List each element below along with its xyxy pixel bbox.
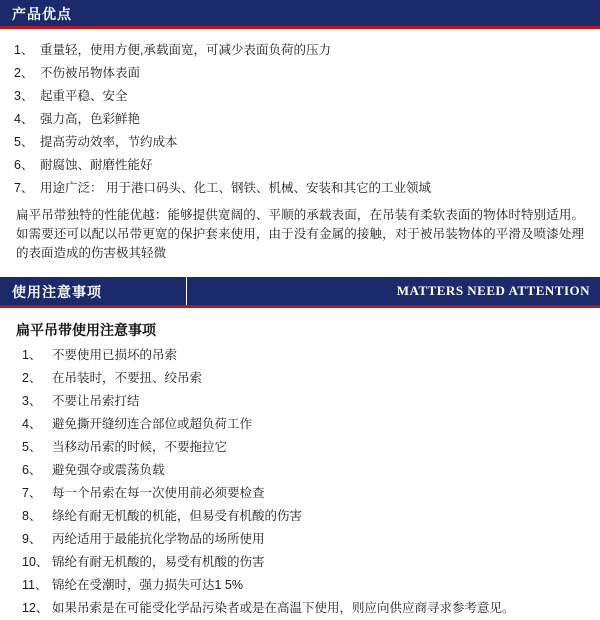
list-item-number: 7、: [22, 486, 42, 500]
list-item-label: 用途广泛： 用于港口码头、化工、钢铁、机械、安装和其它的工业领域: [40, 181, 431, 195]
section2-title-en: MATTERS NEED ATTENTION: [396, 283, 590, 298]
notes-title: 扁平吊带使用注意事项: [16, 322, 156, 338]
section2-title-cn: 使用注意事项: [12, 284, 102, 300]
list-item-label: 丙纶适用于最能抗化学物品的场所使用: [52, 532, 265, 546]
list-item-label: 强力高，色彩鲜艳: [40, 112, 141, 126]
product-advantages-paragraph: 扁平吊带独特的性能优越：能够提供宽阔的、平顺的承载表面，在吊装有柔软表面的物体时特别适用。如需要还可以配以吊带更宽的保护套来使用，由于没有金属的接触，对于被吊装物体的平滑及喷漆处理的表面造成的伤害极其轻微: [16, 208, 584, 260]
list-item-label: 重量轻，使用方便,承载面宽，可减少表面负荷的压力: [40, 43, 331, 57]
list-item-number: 2、: [14, 66, 34, 80]
list-item-number: 3、: [14, 89, 34, 103]
list-item: [14, 108, 600, 131]
list-item-number: 1、: [22, 348, 42, 362]
attention-section: [0, 277, 600, 308]
list-item-number: 12、: [22, 601, 49, 615]
product-advantages-header: [0, 0, 600, 26]
list-item-number: 4、: [14, 112, 34, 126]
list-item-label: 不伤被吊物体表面: [40, 66, 141, 80]
list-item-number: 7、: [14, 181, 34, 195]
list-item-label: 耐腐蚀、耐磨性能好: [40, 158, 153, 172]
list-item-number: 3、: [22, 394, 42, 408]
list-item: [22, 574, 600, 597]
list-item-number: 6、: [14, 158, 34, 172]
list-item-label: 锦纶有耐无机酸的，易受有机酸的伤害: [52, 555, 265, 569]
list-item-number: 11、: [22, 578, 48, 592]
list-item-number: 8、: [22, 509, 42, 523]
attention-header: [0, 277, 600, 305]
list-item-number: 4、: [22, 417, 42, 431]
list-item: [22, 413, 600, 436]
list-item-label: 不要使用已损坏的吊索: [52, 348, 178, 362]
list-item-number: 2、: [22, 371, 42, 385]
section1-title: 产品优点: [12, 6, 72, 22]
list-item-number: 5、: [22, 440, 42, 454]
list-item-number: 6、: [22, 463, 42, 477]
list-item-number: 9、: [22, 532, 42, 546]
list-item: [22, 505, 600, 528]
list-item-label: 每一个吊索在每一次使用前必须要检查: [52, 486, 265, 500]
list-item: [22, 390, 600, 413]
list-item: [14, 62, 600, 85]
list-item-number: 1、: [14, 43, 34, 57]
list-item: [22, 367, 600, 390]
list-item-number: 5、: [14, 135, 34, 149]
list-item: [22, 459, 600, 482]
list-item: [22, 482, 600, 505]
list-item-label: 避免强夺或震荡负载: [52, 463, 165, 477]
list-item: [14, 85, 600, 108]
list-item-label: 如果吊索是在可能受化学品污染者或是在高温下使用，则应向供应商寻求参考意见。: [52, 601, 515, 615]
list-item: [22, 551, 600, 574]
list-item: [22, 528, 600, 551]
list-item-label: 锦纶在受潮时，强力损失可达1 5%: [52, 578, 243, 592]
section2-accent-bar: [0, 305, 600, 308]
list-item-label: 在吊装时，不要扭、绞吊索: [52, 371, 203, 385]
list-item-label: 避免撕开缝纫连合部位或超负荷工作: [52, 417, 253, 431]
list-item: [22, 597, 600, 620]
list-item: [14, 177, 600, 200]
list-item-label: 起重平稳、安全: [40, 89, 128, 103]
list-item: [14, 39, 600, 62]
list-item-label: 不要让吊索打结: [52, 394, 140, 408]
list-item: [14, 154, 600, 177]
list-item: [22, 344, 600, 367]
product-advantages-list: [0, 29, 600, 200]
list-item-number: 10、: [22, 555, 49, 569]
list-item: [14, 131, 600, 154]
list-item-label: 提高劳动效率，节约成本: [40, 135, 178, 149]
list-item: [22, 436, 600, 459]
header-divider: [186, 277, 187, 305]
list-item-label: 绦纶有耐无机酸的机能，但易受有机酸的伤害: [52, 509, 303, 523]
list-item-label: 当移动吊索的时候，不要拖拉它: [52, 440, 228, 454]
attention-notes-list: [0, 344, 600, 620]
